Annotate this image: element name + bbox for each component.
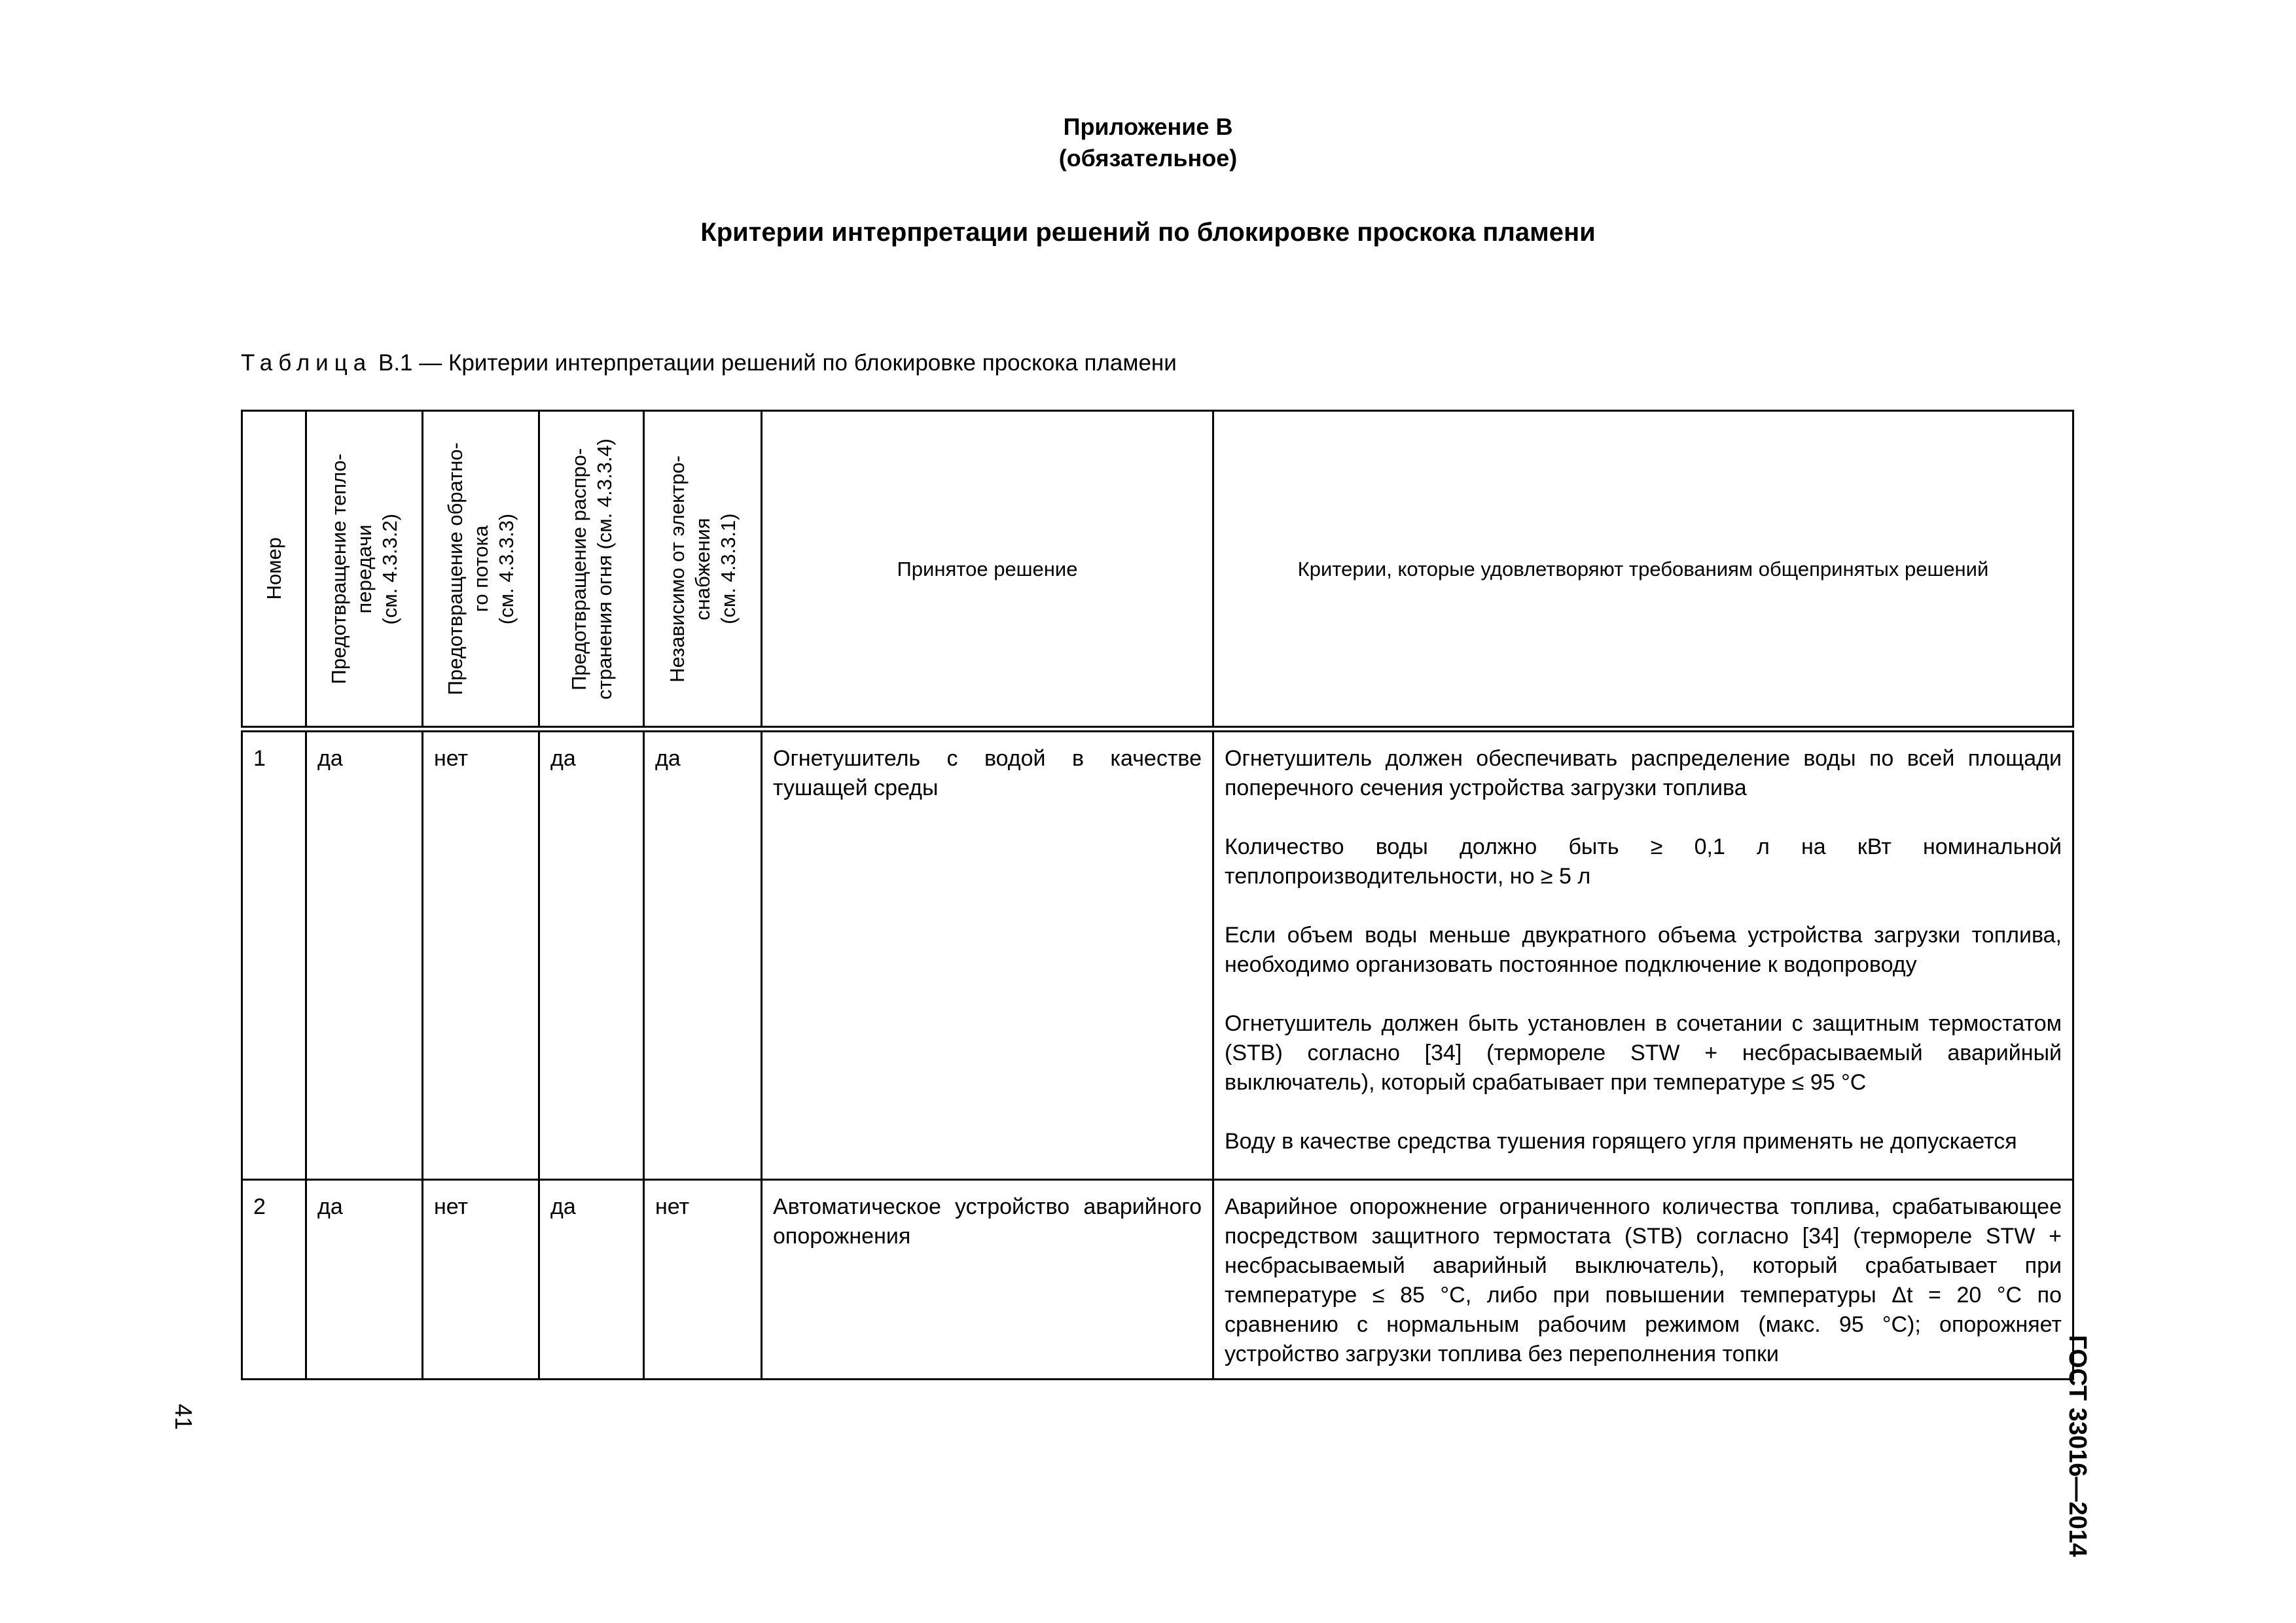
- criteria-paragraph: Воду в качестве средства тушения горящего угля применять не допускается: [1225, 1129, 2017, 1154]
- cell-power-independent: да: [644, 729, 762, 1180]
- header-number: [242, 411, 306, 730]
- document-code: ГОСТ 33016—2014: [2064, 1335, 2091, 1558]
- header-solution: [762, 411, 1213, 730]
- cell-heat-transfer: да: [306, 1180, 423, 1380]
- header-power-line1: Независимо от электро-: [666, 455, 689, 683]
- header-backflow-line2: го потока: [469, 525, 492, 613]
- page-title: Критерии интерпретации решений по блокировке проскока пламени: [700, 218, 1596, 247]
- header-heat-transfer: [306, 411, 423, 730]
- header-power-independent: [644, 411, 762, 730]
- cell-fire-spread: да: [539, 729, 644, 1180]
- header-backflow-line3: (см. 4.3.3.3): [495, 513, 518, 624]
- table-caption-label: Таблица: [241, 350, 372, 376]
- header-fire-spread-line1: Предотвращение распро-: [567, 447, 590, 690]
- cell-backflow: нет: [423, 729, 539, 1180]
- header-heat-transfer-line3: (см. 4.3.3.2): [378, 513, 401, 624]
- cell-backflow: нет: [423, 1180, 539, 1380]
- cell-solution: Автоматическое устройство аварийного опорожнения: [762, 1180, 1213, 1380]
- header-solution-label: Принятое решение: [897, 557, 1078, 580]
- criteria-table: [241, 410, 2074, 1380]
- header-criteria: [1213, 411, 2073, 730]
- criteria-paragraph: Аварийное опорожнение ограниченного количества топлива, срабатывающее посредством защитного термостата (STB) согласно [34] (термореле STW + несбрасываемый аварийный выключатель), который срабатывает при температуре ≤ 85 °С, либо при повышении температуры Δt = 20 °С по сравнению с нормальным рабочим режимом (макс. 95 °С); опорожняет устройство загрузки топлива без переполнения топки: [1225, 1194, 2062, 1366]
- cell-criteria: [1213, 729, 2073, 1180]
- header-number-label: Номер: [262, 537, 285, 600]
- table-caption-text: Критерии интерпретации решений по блокировке проскока пламени: [448, 350, 1177, 376]
- header-power-line3: (см. 4.3.3.1): [717, 513, 740, 624]
- table-row: [242, 1180, 2073, 1380]
- cell-number: 1: [242, 729, 306, 1180]
- appendix-label: Приложение В: [1063, 113, 1233, 140]
- table-caption-number: В.1: [378, 350, 413, 376]
- page-number: 41: [170, 1404, 197, 1431]
- header-fire-spread-line2: странения огня (см. 4.3.3.4): [592, 438, 616, 700]
- table-header-row: [242, 411, 2073, 730]
- table-caption: [241, 348, 1177, 378]
- appendix-title: [0, 111, 2296, 174]
- cell-power-independent: нет: [644, 1180, 762, 1380]
- criteria-paragraph: Если объем воды меньше двукратного объема устройства загрузки топлива, необходимо организовать постоянное подключение к водопроводу: [1225, 923, 2062, 977]
- cell-number: 2: [242, 1180, 306, 1380]
- header-criteria-label: Критерии, которые удовлетворяют требованиям общепринятых решений: [1297, 557, 1989, 580]
- table-caption-dash: —: [419, 350, 442, 376]
- header-heat-transfer-line2: передачи: [353, 524, 376, 613]
- cell-fire-spread: да: [539, 1180, 644, 1380]
- cell-solution: Огнетушитель с водой в качестве тушащей среды: [762, 729, 1213, 1180]
- header-backflow: [423, 411, 539, 730]
- cell-heat-transfer: да: [306, 729, 423, 1180]
- header-power-line2: снабжения: [691, 517, 714, 620]
- table-row: [242, 729, 2073, 1180]
- header-backflow-line1: Предотвращение обратно-: [444, 442, 467, 696]
- header-heat-transfer-line1: Предотвращение тепло-: [327, 453, 350, 685]
- criteria-paragraph: Огнетушитель должен быть установлен в сочетании с защитным термостатом (STB) согласно [34] (термореле STW + несбрасываемый аварийный выключатель), который срабатывает при температуре ≤ 95 °С: [1225, 1011, 2062, 1095]
- appendix-status: (обязательное): [1058, 145, 1238, 171]
- criteria-paragraph: Количество воды должно быть ≥ 0,1 л на кВт номинальной теплопроизводительности, но ≥ 5 л: [1225, 834, 2062, 889]
- cell-criteria: [1213, 1180, 2073, 1380]
- criteria-paragraph: Огнетушитель должен обеспечивать распределение воды по всей площади поперечного сечения устройства загрузки топлива: [1225, 746, 2062, 800]
- header-fire-spread: [539, 411, 644, 730]
